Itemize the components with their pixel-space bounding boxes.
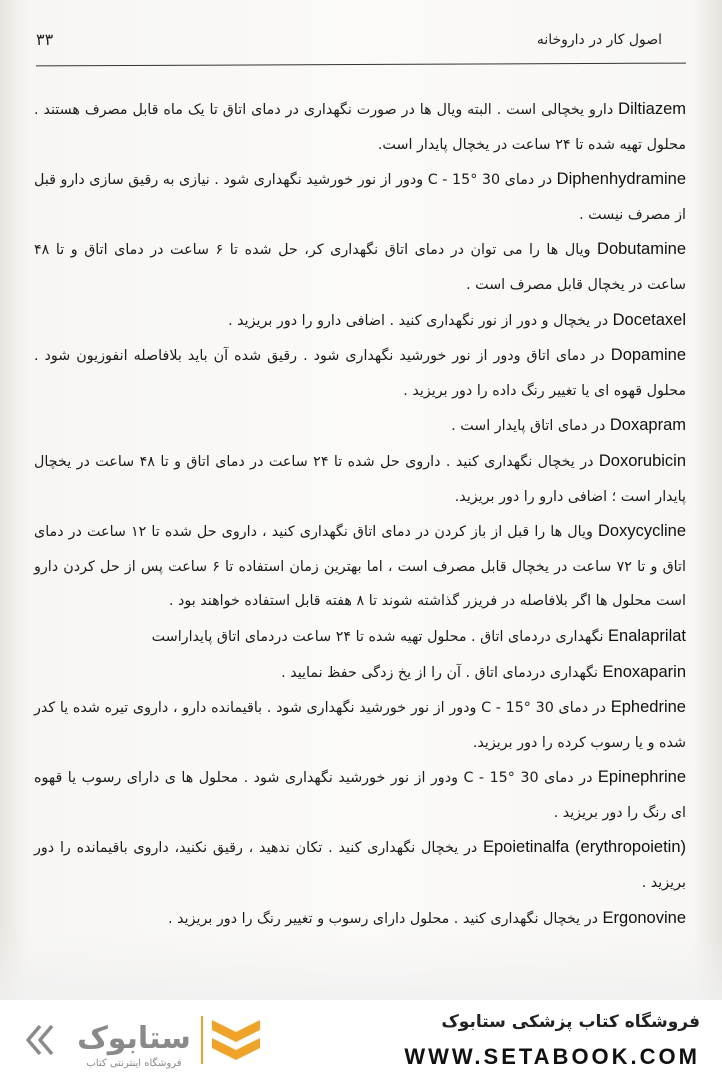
drug-storage-text: دارو یخچالی است . البته ویال ها در صورت نگهداری در دمای اتاق تا یک ماه قابل مصرف هستند . محلول تهیه شده تا ۲۴ ساعت در یخچال پایدار است. (34, 102, 686, 153)
setabook-logo (22, 1010, 202, 1070)
drug-name: Enoxaparin (602, 662, 686, 681)
header-rule (36, 63, 686, 67)
drug-name: Dopamine (610, 346, 686, 365)
drug-name: Doxorubicin (598, 451, 686, 470)
watermark-footer (0, 1000, 722, 1080)
drug-name: Doxapram (609, 416, 686, 435)
store-url: WWW.SETABOOK.COM (404, 1044, 700, 1069)
drug-name: Epinephrine (597, 768, 686, 787)
drug-storage-text: در دمای 30 °C - 15 ودور از نور خورشید نگهداری شود . محلول ها ی دارای رسوب یا قهوه ای رنگ را دور بریزید . (34, 770, 686, 821)
drug-storage-text: نگهداری دردمای اتاق . آن را از یخ زدگی حفظ نمایید . (281, 664, 598, 681)
drug-name: Diphenhydramine (556, 170, 686, 189)
drug-name: Ergonovine (602, 908, 686, 927)
drug-entry (34, 303, 686, 339)
drug-storage-text: در دمای 30 °C - 15 ودور از نور خورشید نگهداری شود . باقیمانده دارو ، داروی تیره شده یا کدر شده و یا رسوب کرده را دور بریزید. (34, 700, 686, 751)
chevron-stack-icon (208, 1014, 264, 1068)
drug-storage-text: در یخچال نگهداری کنید . تکان ندهید ، رقیق نکنید، داروی باقیمانده را دور بریزید . (34, 840, 686, 892)
drug-entry (34, 232, 686, 302)
drug-storage-text: در یخچال نگهداری کنید . داروی حل شده تا ۲۴ ساعت در دمای اتاق و تا ۴۸ ساعت در یخچال پایدار است ؛ اضافی دارو را دور بریزید. (34, 453, 686, 505)
drug-name: Diltiazem (618, 100, 687, 118)
page-bottom-fade (0, 930, 722, 1000)
drug-name: Docetaxel (612, 310, 686, 329)
logo-tagline: فروشگاه اینترنتی کتاب (86, 1058, 182, 1069)
drug-name: Enalaprilat (608, 626, 686, 645)
drug-storage-text: در دمای اتاق ودور از نور خورشید نگهداری شود . رقیق شده آن باید بلافاصله انفوزیون شود . محلول قهوه ای یا تغییر رنگ داده را دور بریزید . (34, 348, 686, 399)
drug-storage-text: در یخچال نگهداری کنید . محلول دارای رسوب و تغییر رنگ را دور بریزید . (168, 910, 598, 927)
drug-entry (34, 162, 686, 232)
logo-wordmark: ستابوک (77, 1021, 191, 1056)
drug-storage-text: نگهداری دردمای اتاق . محلول تهیه شده تا ۲۴ ساعت دردمای اتاق پایداراست (151, 628, 604, 645)
drug-entry (34, 619, 686, 655)
logo-divider (201, 1016, 203, 1064)
drug-name: Ephedrine (610, 698, 686, 717)
drug-entry (34, 444, 686, 514)
drug-storage-text: در دمای اتاق پایدار است . (451, 418, 606, 435)
drug-entry (34, 92, 686, 162)
drug-entry (34, 690, 686, 760)
drug-entry (34, 408, 686, 444)
drug-storage-text: ویال ها را قبل از باز کردن در دمای اتاق نگهداری کنید ، داروی حل شده تا ۱۲ ساعت در دمای اتاق و تا ۷۲ ساعت در یخچال قابل مصرف است ، اما بهترین زمان استفاده تا ۶ ساعت پس از حل کردن دارو است محلول ها اگر بلافاصله در فریزر گذاشته شوند تا ۸ هفته قابل استفاده خواهند بود . (34, 524, 686, 610)
drug-storage-text: در یخچال و دور از نور نگهداری کنید . اضافی دارو را دور بریزید . (228, 312, 609, 329)
drug-name: Dobutamine (597, 240, 687, 259)
page-number: ۳۳ (36, 30, 54, 49)
drug-entry (34, 830, 686, 900)
drug-name: Doxycycline (597, 522, 687, 541)
drug-entry (34, 338, 686, 408)
drug-storage-text: در دمای 30 °C - 15 ودور از نور خورشید نگهداری شود . نیازی به رقیق سازی دارو قبل از مصرف نیست . (34, 172, 686, 223)
drug-entry (34, 514, 686, 619)
drug-storage-text: ویال ها را می توان در دمای اتاق نگهداری کر، حل شده تا ۶ ساعت در دمای اتاق و تا ۴۸ ساعت در یخچال قابل مصرف است . (34, 242, 686, 293)
drug-entry (34, 760, 686, 830)
running-title: اصول کار در داروخانه (536, 32, 662, 48)
drug-name: Epoietinalfa (erythropoietin) (483, 838, 687, 857)
drug-entry (34, 655, 686, 691)
drug-storage-list (34, 92, 686, 936)
store-name: فروشگاه کتاب پزشکی ستابوک (441, 1012, 700, 1032)
